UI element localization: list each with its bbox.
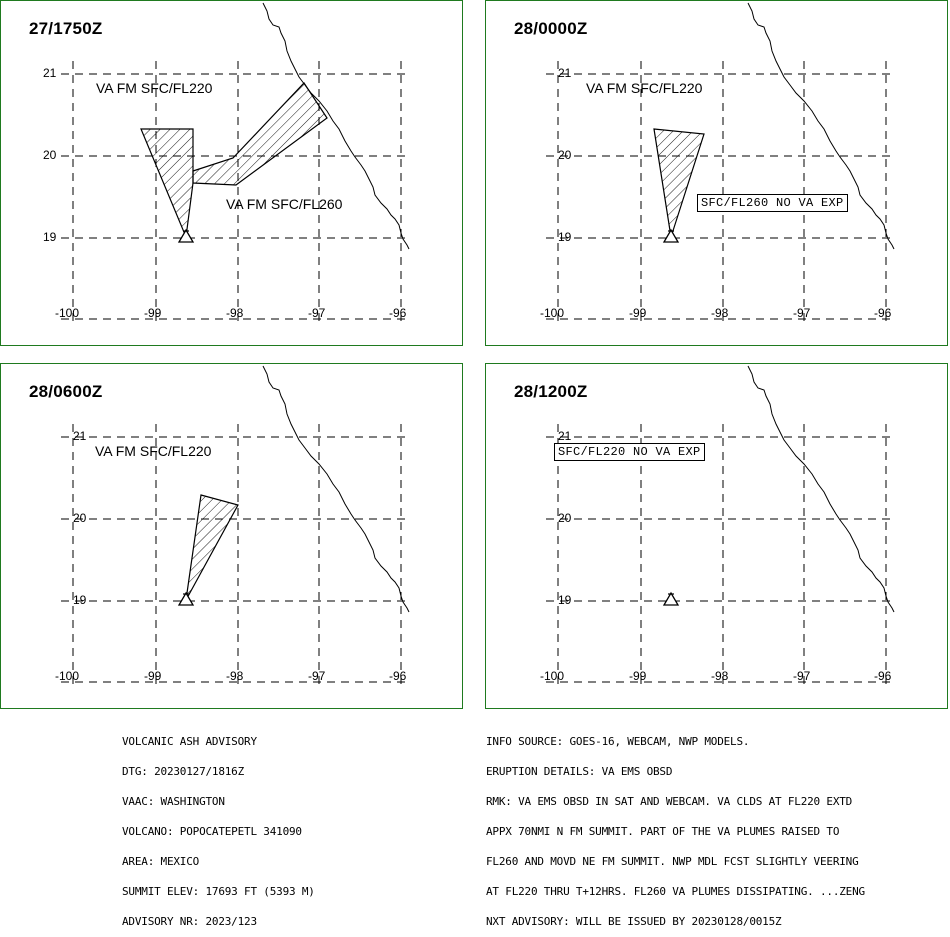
advisory-header-block (122, 717, 315, 937)
ash-label-fl220: VA FM SFC/FL220 (586, 80, 703, 96)
lon-label-99: -99 (629, 669, 647, 683)
lon-label-99: -99 (629, 306, 647, 320)
lat-label-21: 21 (43, 66, 57, 80)
volcano-icon (664, 230, 678, 242)
lon-label-100: -100 (540, 306, 565, 320)
lat-label-20: 20 (43, 148, 57, 162)
remarks-line: ERUPTION DETAILS: VA EMS OBSD (486, 765, 673, 778)
map-canvas (1, 364, 463, 709)
lat-label-20: 20 (558, 148, 572, 162)
lat-label-20: 20 (73, 511, 87, 525)
volcano-icon (179, 230, 193, 242)
lat-label-19: 19 (558, 593, 572, 607)
ash-label-fl220: VA FM SFC/FL220 (95, 443, 212, 459)
lat-label-21: 21 (558, 429, 572, 443)
lon-label-100: -100 (55, 669, 80, 683)
volcano-icon (664, 593, 678, 605)
lon-label-98: -98 (711, 669, 729, 683)
lon-label-97: -97 (308, 669, 326, 683)
no-ash-box-label: SFC/FL260 NO VA EXP (697, 194, 848, 212)
advisory-line: DTG: 20230127/1816Z (122, 765, 245, 778)
coastline (263, 366, 409, 612)
lat-label-21: 21 (73, 429, 87, 443)
map-canvas (1, 1, 463, 346)
no-ash-box-label: SFC/FL220 NO VA EXP (554, 443, 705, 461)
grid-lines (546, 424, 896, 684)
ash-area-fl220 (141, 129, 193, 237)
lat-label-19: 19 (558, 230, 572, 244)
advisory-line: VOLCANIC ASH ADVISORY (122, 735, 257, 748)
panel-title: 28/0600Z (29, 382, 103, 401)
lat-label-19: 19 (43, 230, 57, 244)
advisory-line: VOLCANO: POPOCATEPETL 341090 (122, 825, 302, 838)
map-panel-4 (485, 363, 948, 709)
lon-label-97: -97 (793, 306, 811, 320)
map-canvas (486, 364, 948, 709)
remarks-line: FL260 AND MOVD NE FM SUMMIT. NWP MDL FCST SLIGHTLY VEERING (486, 855, 859, 868)
remarks-line: APPX 70NMI N FM SUMMIT. PART OF THE VA PLUMES RAISED TO (486, 825, 840, 838)
ash-label-fl260: VA FM SFC/FL260 (226, 196, 343, 212)
remarks-line: INFO SOURCE: GOES-16, WEBCAM, NWP MODELS. (486, 735, 750, 748)
lon-label-99: -99 (144, 306, 162, 320)
coastline (748, 3, 894, 249)
lon-label-98: -98 (226, 306, 244, 320)
advisory-remarks-block (486, 717, 865, 937)
lon-label-98: -98 (226, 669, 244, 683)
lon-label-97: -97 (793, 669, 811, 683)
coastline (748, 366, 894, 612)
lon-label-100: -100 (540, 669, 565, 683)
advisory-line: SUMMIT ELEV: 17693 FT (5393 M) (122, 885, 315, 898)
ash-area-fl260 (193, 83, 327, 185)
panel-title: 27/1750Z (29, 19, 103, 38)
lon-label-96: -96 (389, 669, 407, 683)
ash-label-fl220: VA FM SFC/FL220 (96, 80, 213, 96)
grid-lines (61, 424, 411, 684)
map-panel-2 (485, 0, 948, 346)
lon-label-97: -97 (308, 306, 326, 320)
remarks-line: AT FL220 THRU T+12HRS. FL260 VA PLUMES DISSIPATING. ...ZENG (486, 885, 865, 898)
lat-label-19: 19 (73, 593, 87, 607)
lon-label-96: -96 (389, 306, 407, 320)
remarks-line: RMK: VA EMS OBSD IN SAT AND WEBCAM. VA CLDS AT FL220 EXTD (486, 795, 853, 808)
lat-label-21: 21 (558, 66, 572, 80)
map-panel-3 (0, 363, 463, 709)
map-canvas (486, 1, 948, 346)
grid-lines (546, 61, 896, 321)
lat-label-20: 20 (558, 511, 572, 525)
ash-area-fl220 (186, 495, 238, 600)
lon-label-98: -98 (711, 306, 729, 320)
panel-title: 28/0000Z (514, 19, 588, 38)
advisory-line: AREA: MEXICO (122, 855, 200, 868)
lon-label-96: -96 (874, 669, 892, 683)
remarks-line: NXT ADVISORY: WILL BE ISSUED BY 20230128/0015Z (486, 915, 782, 928)
lon-label-99: -99 (144, 669, 162, 683)
grid-lines (61, 61, 411, 321)
panel-title: 28/1200Z (514, 382, 588, 401)
advisory-line: ADVISORY NR: 2023/123 (122, 915, 257, 928)
volcano-icon (179, 593, 193, 605)
advisory-line: VAAC: WASHINGTON (122, 795, 225, 808)
ash-area-fl220 (654, 129, 704, 237)
lon-label-96: -96 (874, 306, 892, 320)
map-panel-1 (0, 0, 463, 346)
lon-label-100: -100 (55, 306, 80, 320)
